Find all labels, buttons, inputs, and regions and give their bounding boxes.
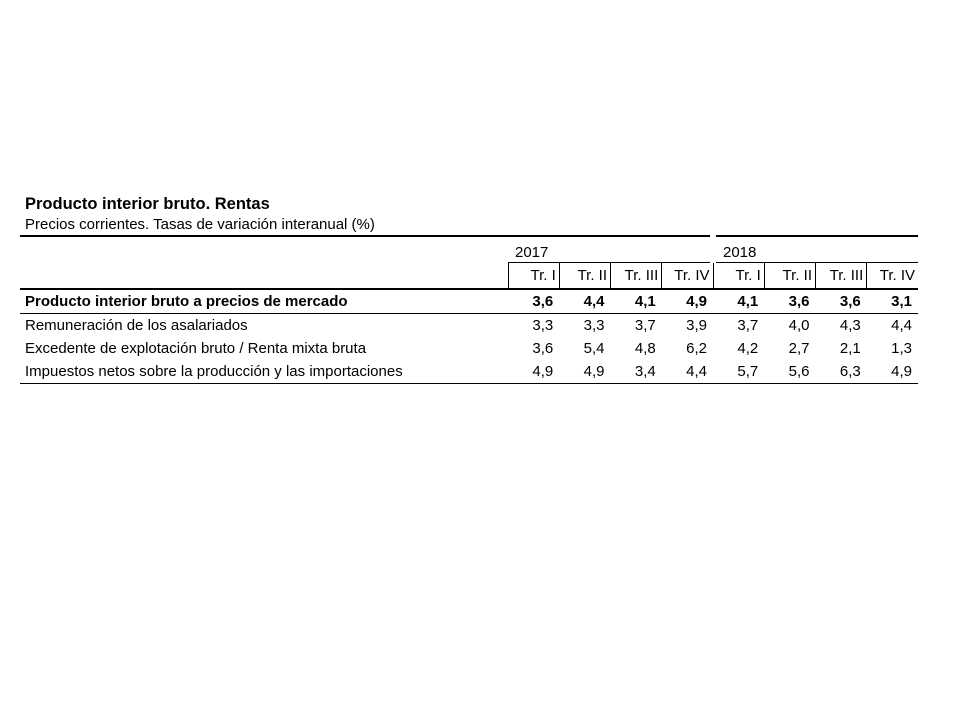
table-cell: 4,9: [559, 360, 610, 384]
table-cell: 3,3: [583, 317, 605, 334]
table-cell: 3,1: [867, 289, 918, 314]
table-cell: 6,3: [816, 360, 867, 384]
table-cell: 4,8: [634, 340, 656, 357]
table-cell: 1,3: [891, 340, 912, 357]
row-label: Remuneración de los asalariados: [25, 317, 248, 334]
table-cell: 3,6: [508, 289, 559, 314]
quarter-header: Tr. III: [816, 263, 867, 290]
gdp-income-table-block: [20, 193, 918, 384]
quarter-header: Tr. II: [559, 263, 610, 290]
year-header-row: [20, 236, 918, 263]
table-cell: 4,4: [662, 360, 713, 384]
table-title: Producto interior bruto. Rentas: [25, 195, 270, 213]
table-cell: 4,9: [662, 289, 713, 314]
table-cell: 3,7: [634, 317, 656, 334]
year-header-2017: 2017: [508, 236, 713, 263]
table-row: [20, 289, 918, 314]
row-label: Impuestos netos sobre la producción y las importaciones: [20, 360, 508, 384]
table-subtitle: Precios corrientes. Tasas de variación interanual (%): [25, 216, 375, 233]
table-cell: 2,1: [839, 340, 861, 357]
quarter-header-row: [20, 263, 918, 290]
quarter-header: Tr. IV: [662, 263, 713, 290]
table-cell: 3,3: [532, 317, 554, 334]
row-label: Producto interior bruto a precios de mercado: [20, 289, 508, 314]
quarter-header: Tr. IV: [867, 263, 918, 290]
table-cell: 4,4: [891, 317, 912, 334]
table-cell: 3,4: [611, 360, 662, 384]
quarter-header: Tr. I: [508, 263, 559, 290]
table-row: [20, 360, 918, 384]
table-cell: 5,7: [713, 360, 764, 384]
table-cell: 5,6: [764, 360, 815, 384]
quarter-header: Tr. III: [611, 263, 662, 290]
table-cell: 4,3: [839, 317, 861, 334]
table-cell: 3,9: [686, 317, 707, 334]
quarter-header: Tr. II: [764, 263, 815, 290]
table-row: [20, 337, 918, 360]
table-cell: 4,1: [611, 289, 662, 314]
table-cell: 3,7: [737, 317, 759, 334]
table-cell: 6,2: [686, 340, 707, 357]
row-label: Excedente de explotación bruto / Renta mixta bruta: [25, 340, 367, 357]
table-cell: 2,7: [788, 340, 810, 357]
table-cell: 4,9: [867, 360, 918, 384]
table-cell: 3,6: [764, 289, 815, 314]
table-cell: 3,6: [532, 340, 554, 357]
quarter-header: Tr. I: [713, 263, 764, 290]
year-header-2018: 2018: [713, 236, 918, 263]
gdp-income-table: [20, 235, 918, 384]
table-cell: 3,6: [816, 289, 867, 314]
table-cell: 4,0: [788, 317, 810, 334]
table-row: [20, 314, 918, 338]
table-cell: 4,9: [508, 360, 559, 384]
table-cell: 4,4: [559, 289, 610, 314]
table-cell: 4,2: [737, 340, 759, 357]
table-cell: 5,4: [583, 340, 605, 357]
table-cell: 4,1: [713, 289, 764, 314]
